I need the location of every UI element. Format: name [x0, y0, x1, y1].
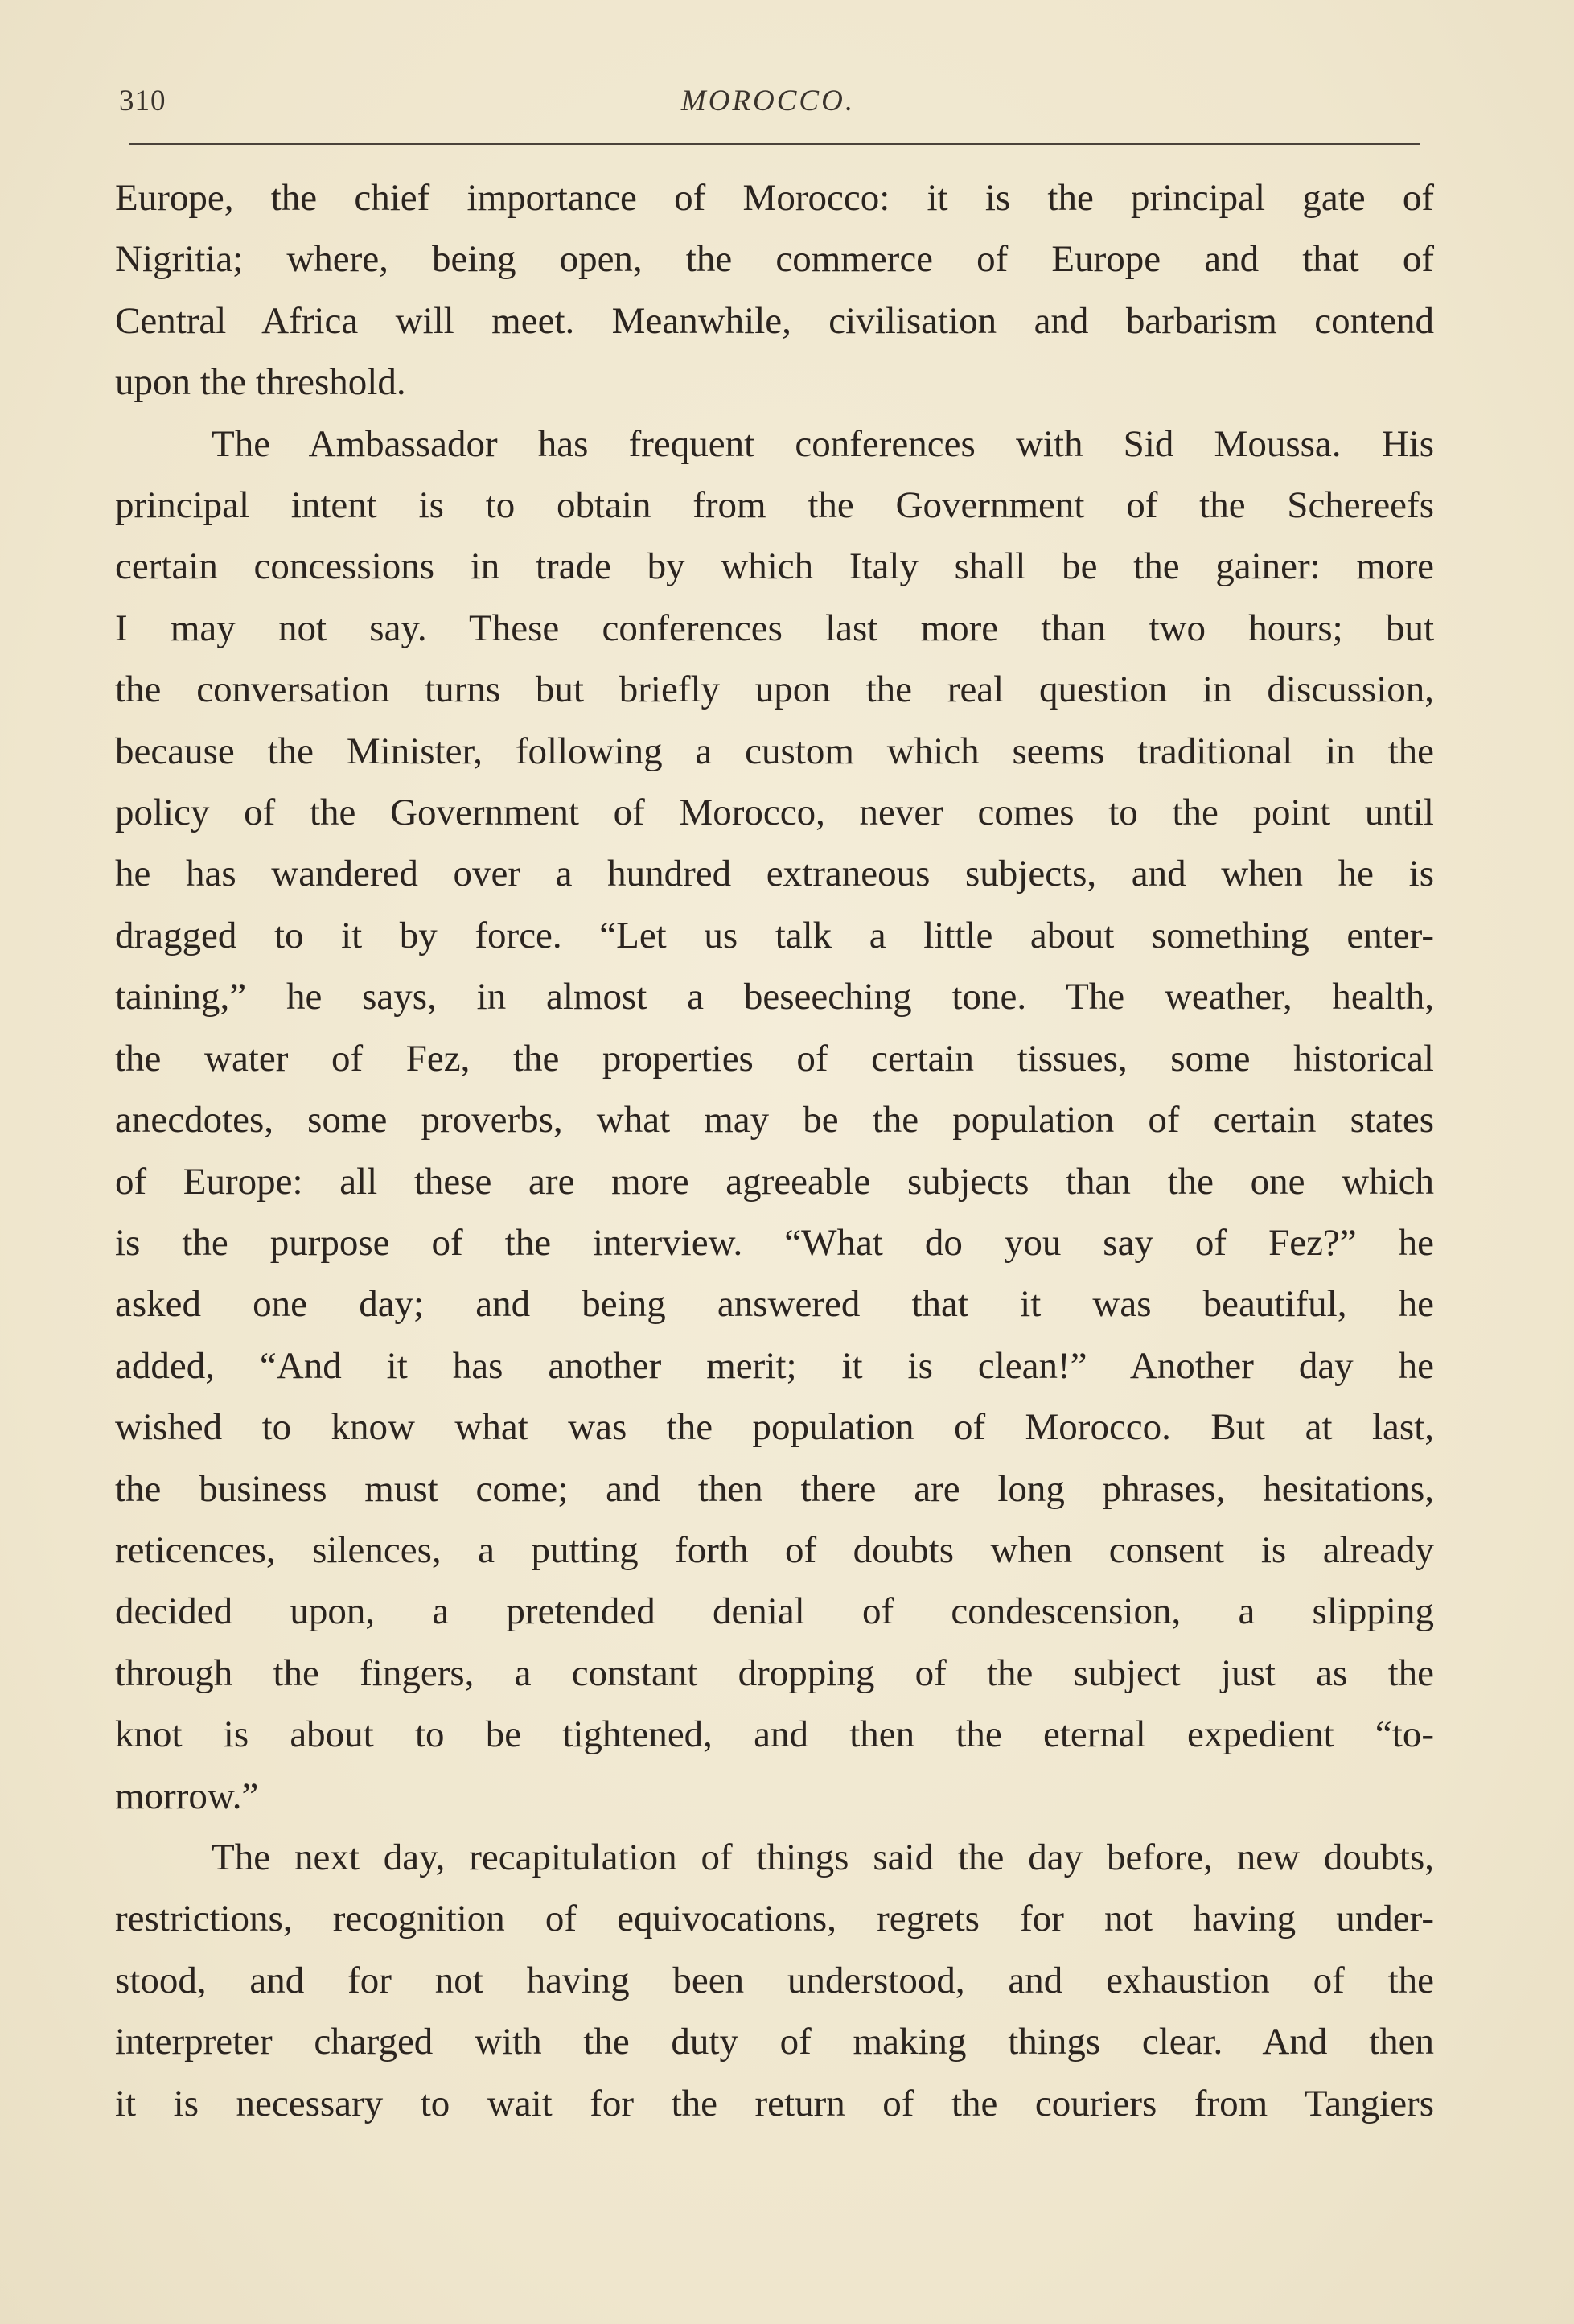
text-line: of Europe: all these are more agreeable subjects than the one which: [115, 1160, 1434, 1203]
text-line: taining,” he says, in almost a beseeching tone. The weather, health,: [115, 976, 1434, 1018]
header-rule: [129, 143, 1420, 145]
text-line: Central Africa will meet. Meanwhile, civilisation and barbarism contend: [115, 299, 1434, 342]
text-line: certain concessions in trade by which Italy shall be the gainer: more: [115, 545, 1434, 588]
paragraph-3: [115, 1827, 1434, 2134]
text-line: restrictions, recognition of equivocations, regrets for not having under-: [115, 1898, 1434, 1940]
text-line: through the fingers, a constant dropping of the subject just as the: [115, 1651, 1434, 1694]
text-line: policy of the Government of Morocco, never comes to the point until: [115, 792, 1434, 834]
text-line: added, “And it has another merit; it is clean!” Another day he: [115, 1344, 1434, 1387]
text-line: interpreter charged with the duty of making things clear. And then: [115, 2021, 1434, 2063]
text-line: knot is about to be tightened, and then the eternal expedient “to-: [115, 1713, 1434, 1756]
text-line: Europe, the chief importance of Morocco: it is the principal gate of: [115, 177, 1434, 219]
text-line: anecdotes, some proverbs, what may be the population of certain states: [115, 1099, 1434, 1141]
header-title: MOROCCO.: [680, 84, 856, 117]
page-number: 310: [119, 84, 166, 117]
text-line: the conversation turns but briefly upon the real question in discussion,: [115, 668, 1434, 711]
text-line: stood, and for not having been understood, and exhaustion of the: [115, 1959, 1434, 2001]
text-line: decided upon, a pretended denial of condescension, a slipping: [115, 1590, 1434, 1633]
paragraph-2: [115, 413, 1434, 1827]
text-line: upon the threshold.: [115, 361, 406, 404]
body-text: [115, 167, 1434, 2134]
text-line: The next day, recapitulation of things said the day before, new doubts,: [212, 1836, 1434, 1878]
text-line: I may not say. These conferences last more than two hours; but: [115, 607, 1434, 649]
paragraph-1: [115, 167, 1434, 413]
text-line: asked one day; and being answered that it was beautiful, he: [115, 1283, 1434, 1326]
text-line: principal intent is to obtain from the Government of the Schereefs: [115, 484, 1434, 527]
text-line: Nigritia; where, being open, the commerce of Europe and that of: [115, 238, 1434, 281]
running-head: [113, 84, 1424, 132]
text-line: dragged to it by force. “Let us talk a little about something enter-: [115, 914, 1434, 956]
text-line: is the purpose of the interview. “What do you say of Fez?” he: [115, 1221, 1434, 1264]
text-line: he has wandered over a hundred extraneous subjects, and when he is: [115, 853, 1434, 895]
text-line: morrow.”: [115, 1775, 259, 1817]
text-line: the water of Fez, the properties of certain tissues, some historical: [115, 1037, 1434, 1080]
text-line: The Ambassador has frequent conferences with Sid Moussa. His: [212, 422, 1434, 465]
text-line: because the Minister, following a custom which seems traditional in the: [115, 730, 1434, 772]
text-line: it is necessary to wait for the return of the couriers from Tangiers: [115, 2082, 1434, 2125]
text-line: wished to know what was the population of Morocco. But at last,: [115, 1406, 1434, 1449]
text-line: reticences, silences, a putting forth of doubts when consent is already: [115, 1528, 1434, 1571]
text-line: the business must come; and then there are long phrases, hesitations,: [115, 1467, 1434, 1510]
